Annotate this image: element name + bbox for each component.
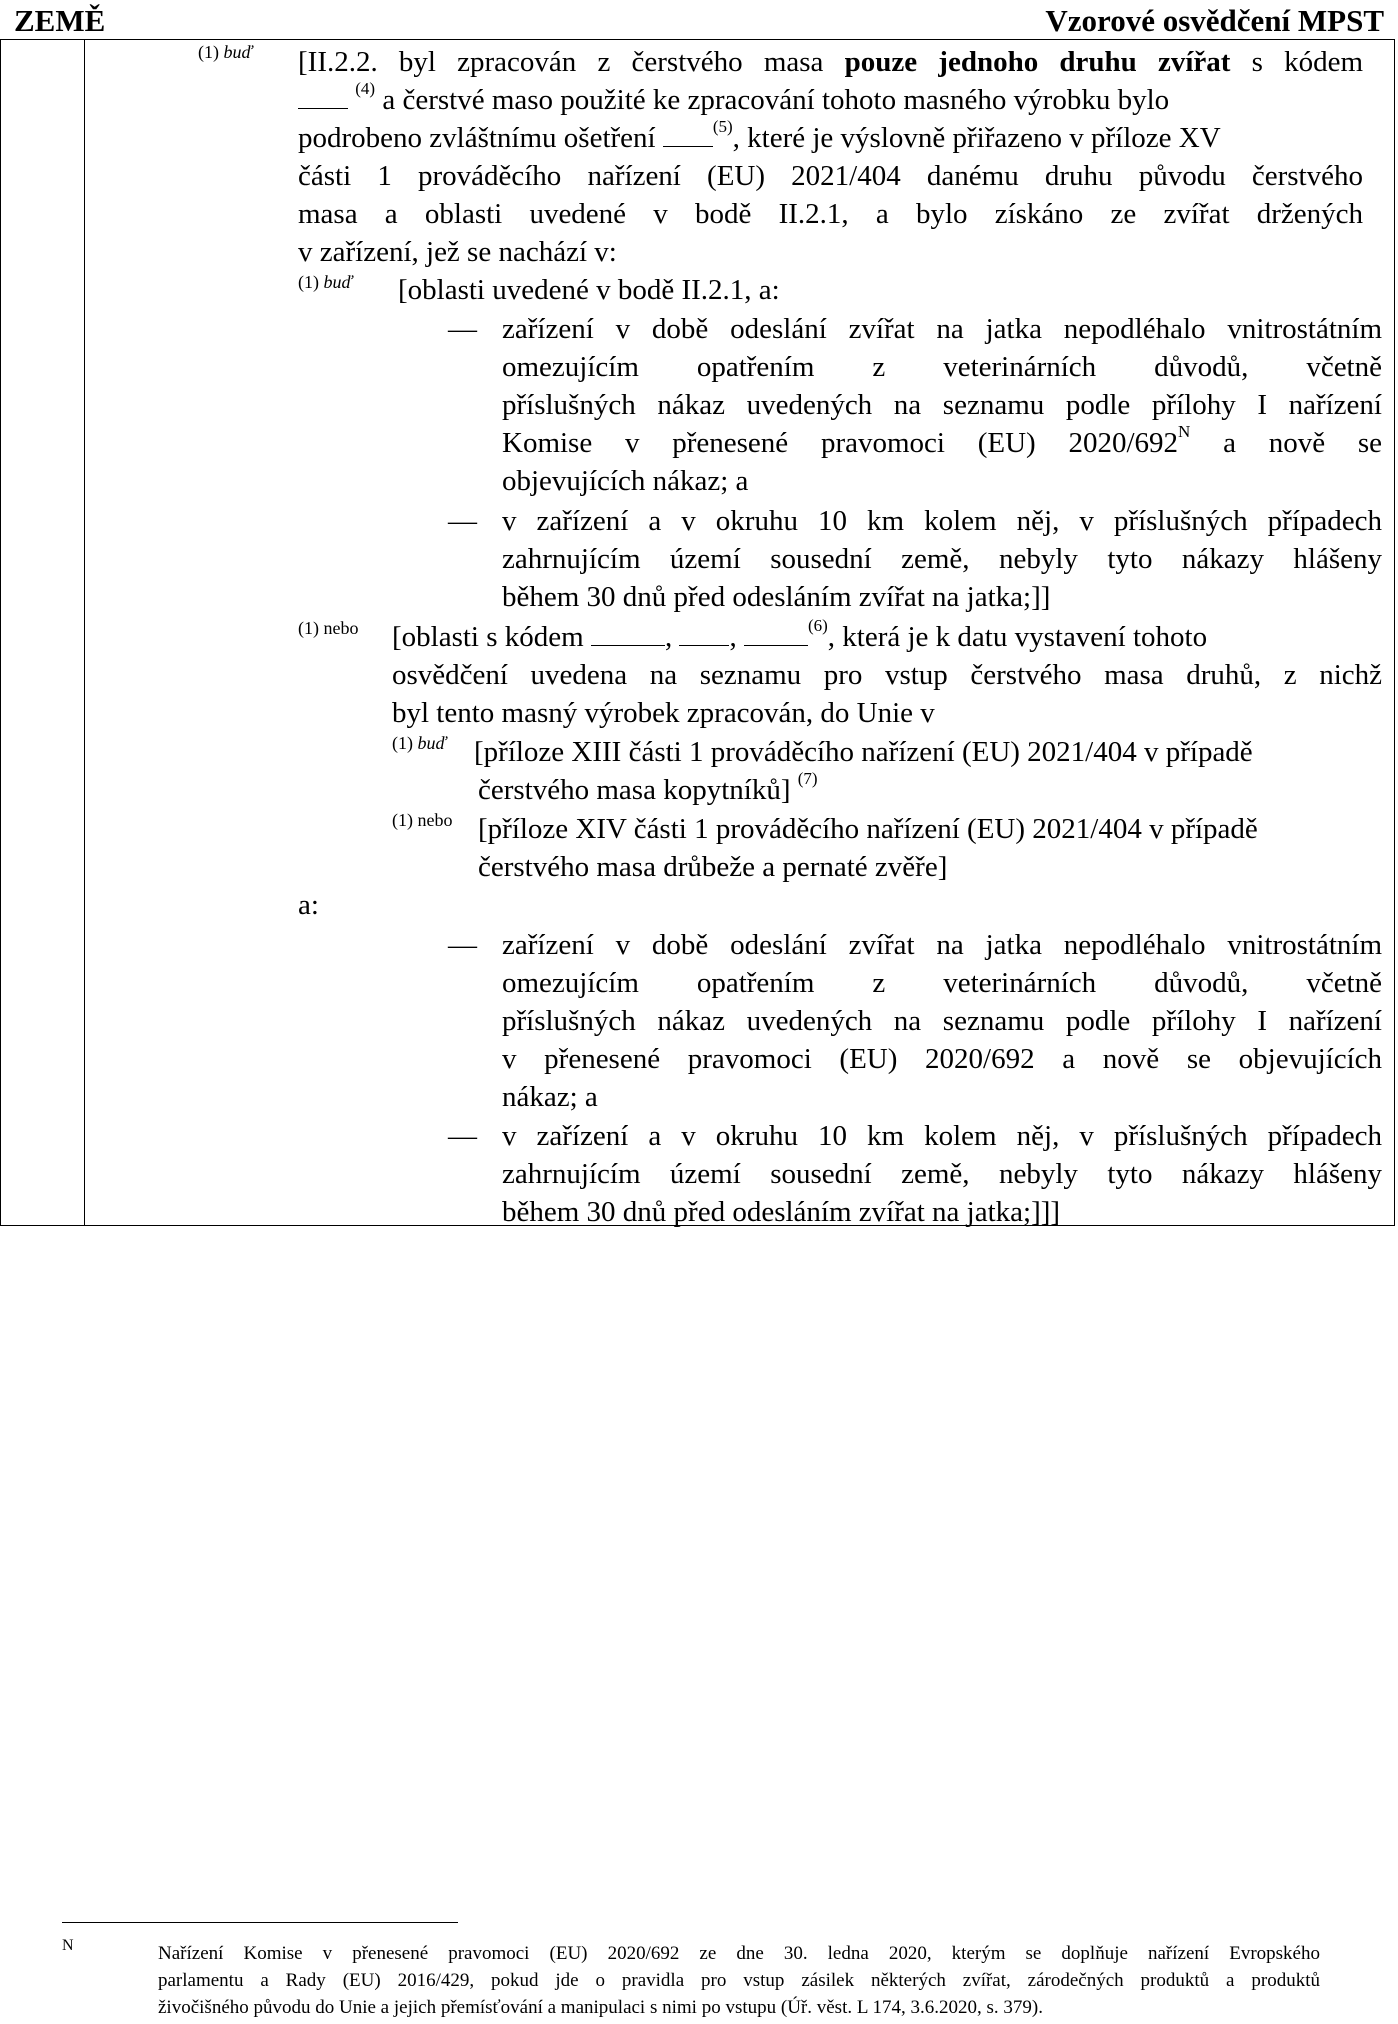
dash-a2: — <box>448 505 477 537</box>
footnote-line-1: Nařízení Komise v přenesené pravomoci (EU) 2020/692 ze dne 30. ledna 2020, kterým se doplňuje nařízení Evropského <box>158 1943 1320 1964</box>
a1-line-2: omezujícím opatřením z veterinárních důvodů, včetně <box>502 351 1382 383</box>
section-line-3: podrobeno zvláštnímu ošetření $^{(5)}$, které je výslovně přiřazeno v příloze XV <box>298 117 1221 154</box>
header-country: ZEMĚ <box>14 3 106 38</box>
a1-line-4: Komise v přenesené pravomoci (EU) $2020/692^N$ a nově se <box>502 422 1382 459</box>
c2-line-1: v zařízení a v okruhu 10 km kolem něj, v příslušných případech <box>502 1120 1382 1152</box>
a1-line-5: objevujících nákaz; a <box>502 465 749 497</box>
blank-field <box>744 625 808 646</box>
c1-line-1: zařízení v době odeslání zvířat na jatka nepodléhalo vnitrostátním <box>502 929 1382 961</box>
header-certificate-title: Vzorové osvědčení MPST <box>1045 3 1384 38</box>
c1-line-5: nákaz; a <box>502 1081 598 1113</box>
a2-line-3: během 30 dnů před odesláním zvířat na jatka;]] <box>502 581 1051 613</box>
table-column-divider <box>84 39 85 1226</box>
option-a-heading: [oblasti uvedené v bodě II.2.1, a: <box>398 274 780 306</box>
blank-field <box>663 126 713 147</box>
option-marker-nebo: (1) nebo <box>392 810 453 830</box>
a2-line-1: v zařízení a v okruhu 10 km kolem něj, v příslušných případech <box>502 505 1382 537</box>
dash-c2: — <box>448 1120 477 1152</box>
c2-line-3: během 30 dnů před odesláním zvířat na jatka;]]] <box>502 1196 1061 1228</box>
option-b-line-1: [oblasti s kódem , , $^{(6)}$, která je k datu vystavení tohoto <box>392 616 1208 653</box>
dash-a1: — <box>448 313 477 345</box>
c1-line-4: v přenesené pravomoci (EU) 2020/692 a nově se objevujících <box>502 1043 1382 1075</box>
option-marker-bud: (1) buď <box>198 42 253 62</box>
blank-field <box>679 625 729 646</box>
option-marker-bud: (1) buď <box>392 733 447 753</box>
option-b-line-2: osvědčení uvedena na seznamu pro vstup čerstvého masa druhů, z nichž <box>392 659 1382 691</box>
c1-line-3: příslušných nákaz uvedených na seznamu podle přílohy I nařízení <box>502 1005 1382 1037</box>
a-label: a: <box>298 889 319 921</box>
blank-field <box>591 625 665 646</box>
section-line-5: masa a oblasti uvedené v bodě II.2.1, a bylo získáno ze zvířat držených <box>298 198 1363 230</box>
c2-line-2: zahrnujícím území sousední země, nebyly tyto nákazy hlášeny <box>502 1158 1382 1190</box>
c1-line-2: omezujícím opatřením z veterinárních důvodů, včetně <box>502 967 1382 999</box>
a1-line-1: zařízení v době odeslání zvířat na jatka nepodléhalo vnitrostátním <box>502 313 1382 345</box>
section-line-1: [II.2.2. byl zpracován z čerstvého masa pouze jednoho druhu zvířat s kódem <box>298 46 1364 78</box>
option-b2-line-2: čerstvého masa drůbeže a pernaté zvěře] <box>478 851 948 883</box>
dash-c1: — <box>448 929 477 961</box>
option-b2-line-1: [příloze XIV části 1 prováděcího nařízení (EU) 2021/404 v případě <box>478 813 1258 845</box>
option-b1-line-2: čerstvého masa kopytníků] $^{(7)}$ <box>478 769 818 806</box>
blank-field <box>298 88 348 109</box>
option-marker-nebo: (1) nebo <box>298 618 359 638</box>
option-marker-bud: (1) buď <box>298 272 353 292</box>
option-b-line-3: byl tento masný výrobek zpracován, do Unie v <box>392 697 935 729</box>
a1-line-3: příslušných nákaz uvedených na seznamu podle přílohy I nařízení <box>502 389 1382 421</box>
a2-line-2: zahrnujícím území sousední země, nebyly tyto nákazy hlášeny <box>502 543 1382 575</box>
option-b1-line-1: [příloze XIII části 1 prováděcího nařízení (EU) 2021/404 v případě <box>474 736 1253 768</box>
section-line-2: $^{(4)}$ a čerstvé maso použité ke zpracování tohoto masného výrobku bylo <box>298 81 1169 119</box>
section-line-4: části 1 prováděcího nařízení (EU) 2021/404 danému druhu původu čerstvého <box>298 160 1363 192</box>
footnote-mark: N <box>62 1937 74 1954</box>
footnote-rule <box>62 1922 458 1923</box>
section-line-6: v zařízení, jež se nachází v: <box>298 236 617 268</box>
footnote-line-3: živočišného původu do Unie a jejich přemísťování a manipulaci s nimi po vstupu (Úř. věst. L 174, 3.6.2020, s. 379). <box>158 1997 1043 2018</box>
footnote-line-2: parlamentu a Rady (EU) 2016/429, pokud jde o pravidla pro vstup zásilek některých zvířat, zárodečných produktů a produktů <box>158 1970 1320 1991</box>
